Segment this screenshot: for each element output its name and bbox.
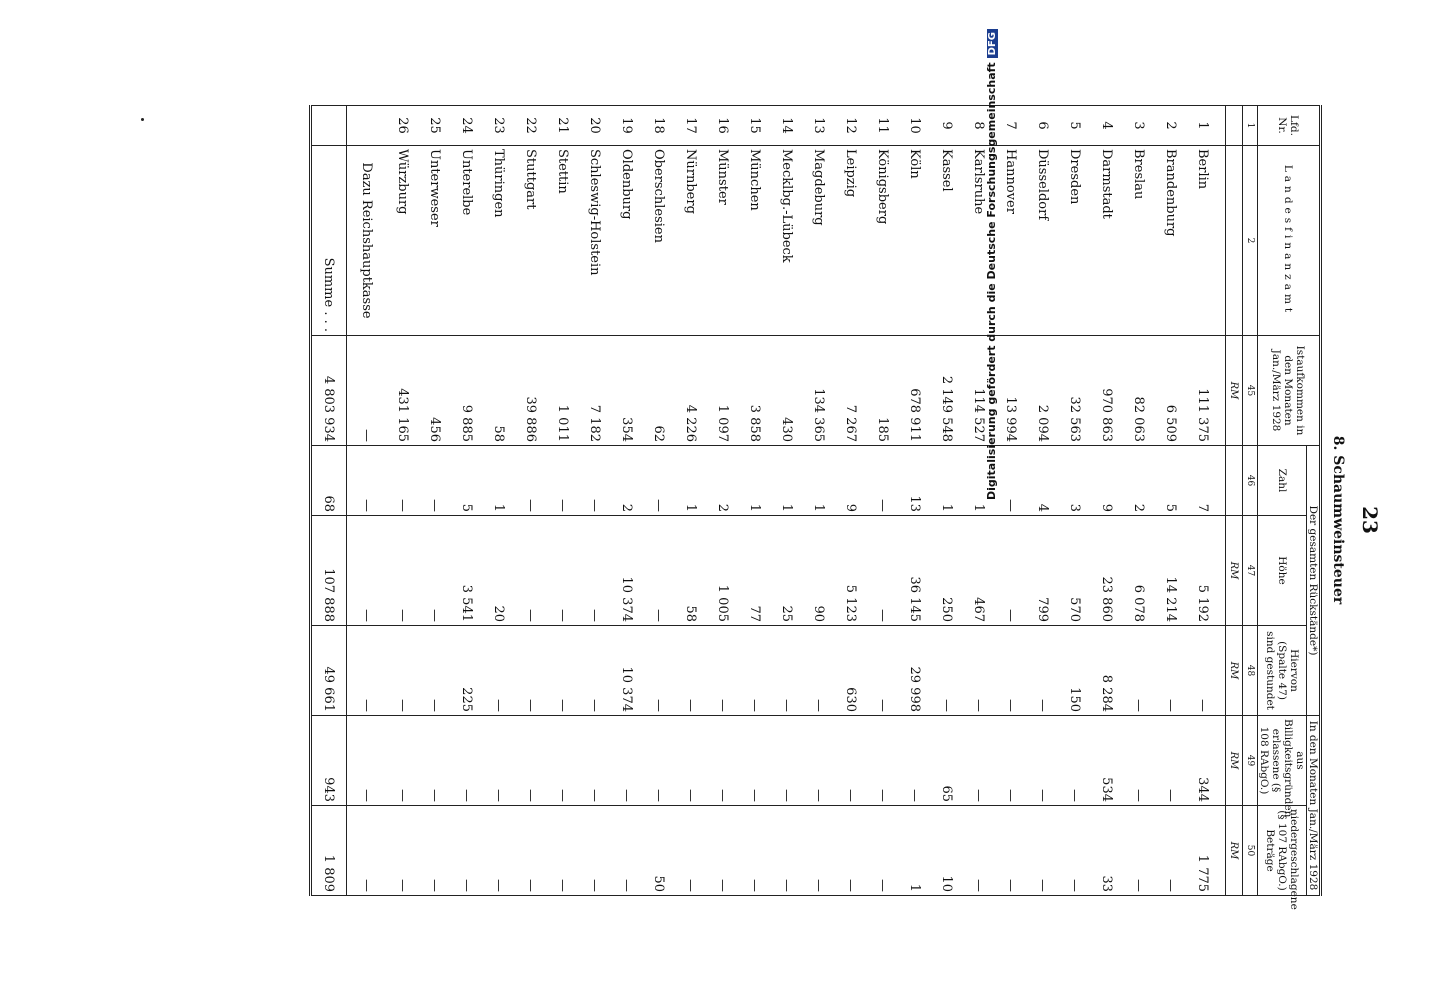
cell-zahl: 7 <box>1187 446 1226 516</box>
cell-hoehe: — <box>995 516 1027 626</box>
cell-erlassen: — <box>387 716 419 806</box>
table-row <box>611 106 643 896</box>
cell-istaufkommen: 62 <box>643 336 675 446</box>
office-name: Kassel <box>931 146 963 336</box>
table-row <box>1187 106 1226 896</box>
cell-gestundet: — <box>643 626 675 716</box>
table-row <box>835 106 867 896</box>
office-name: Brandenburg <box>1155 146 1187 336</box>
office-name: Darmstadt <box>1091 146 1123 336</box>
cell-gestundet: — <box>707 626 739 716</box>
table-row <box>451 106 483 896</box>
cell-zahl: 9 <box>1091 446 1123 516</box>
cell-niedergeschlagen: — <box>387 806 419 896</box>
office-name: Oberschlesien <box>643 146 675 336</box>
table-row <box>707 106 739 896</box>
cell-zahl: 1 <box>771 446 803 516</box>
cell-gestundet: 630 <box>835 626 867 716</box>
cell-gestundet: 49 661 <box>310 626 346 716</box>
cell-gestundet: — <box>515 626 547 716</box>
credit-text: Digitalisierung gefördert durch die Deutsche Forschungsgemeinschaft <box>985 62 998 500</box>
cell-hoehe: — <box>346 516 387 626</box>
cell-gestundet: — <box>739 626 771 716</box>
column-number: 49 <box>1242 716 1257 806</box>
unit-label: RM <box>1225 626 1242 716</box>
office-name: Hannover <box>995 146 1027 336</box>
column-number: 48 <box>1242 626 1257 716</box>
cell-niedergeschlagen: — <box>579 806 611 896</box>
row-number: 6 <box>1027 106 1059 146</box>
column-number: 47 <box>1242 516 1257 626</box>
tax-table <box>309 105 1322 910</box>
cell-hoehe: 107 888 <box>310 516 346 626</box>
office-name: Königsberg <box>867 146 899 336</box>
office-name: Münster <box>707 146 739 336</box>
table-row <box>387 106 419 896</box>
row-number: 9 <box>931 106 963 146</box>
unit-label: RM <box>1225 806 1242 896</box>
cell-niedergeschlagen: — <box>483 806 515 896</box>
office-name: Dresden <box>1059 146 1091 336</box>
cell-niedergeschlagen: — <box>515 806 547 896</box>
cell-hoehe: 77 <box>739 516 771 626</box>
row-number: 15 <box>739 106 771 146</box>
table-row <box>579 106 611 896</box>
cell-erlassen: — <box>835 716 867 806</box>
cell-niedergeschlagen: — <box>963 806 995 896</box>
cell-zahl: — <box>867 446 899 516</box>
row-number-empty <box>310 106 346 146</box>
cell-gestundet: 10 374 <box>611 626 643 716</box>
cell-zahl: 3 <box>1059 446 1091 516</box>
office-name: Berlin <box>1187 146 1226 336</box>
cell-niedergeschlagen: 10 <box>931 806 963 896</box>
cell-hoehe: — <box>515 516 547 626</box>
office-name: Schleswig-Holstein <box>579 146 611 336</box>
header-hiervon: Hiervon (Spalte 47) sind gestundet <box>1257 626 1306 716</box>
office-name: Köln <box>899 146 931 336</box>
cell-hoehe: 23 860 <box>1091 516 1123 626</box>
cell-zahl: 2 <box>1123 446 1155 516</box>
cell-zahl: 9 <box>835 446 867 516</box>
office-name: Summe . . . <box>310 146 346 336</box>
unit-label: RM <box>1225 336 1242 446</box>
cell-niedergeschlagen: — <box>995 806 1027 896</box>
cell-erlassen: — <box>451 716 483 806</box>
row-number: 20 <box>579 106 611 146</box>
cell-niedergeschlagen: — <box>1155 806 1187 896</box>
cell-istaufkommen: 4 803 934 <box>310 336 346 446</box>
header-landesfinanzamt: Landesfinanzamt <box>1257 146 1320 336</box>
table-row <box>419 106 451 896</box>
cell-erlassen: — <box>419 716 451 806</box>
office-name: Unterelbe <box>451 146 483 336</box>
cell-erlassen: — <box>1059 716 1091 806</box>
cell-zahl: — <box>387 446 419 516</box>
cell-hoehe: 20 <box>483 516 515 626</box>
row-number: 5 <box>1059 106 1091 146</box>
row-number: 24 <box>451 106 483 146</box>
cell-niedergeschlagen: — <box>835 806 867 896</box>
cell-gestundet: — <box>1027 626 1059 716</box>
cell-gestundet: — <box>579 626 611 716</box>
cell-erlassen: — <box>483 716 515 806</box>
cell-istaufkommen: 2 094 <box>1027 336 1059 446</box>
cell-erlassen: — <box>803 716 835 806</box>
cell-zahl: 1 <box>675 446 707 516</box>
cell-niedergeschlagen: 1 <box>899 806 931 896</box>
cell-zahl: 5 <box>451 446 483 516</box>
cell-niedergeschlagen: — <box>803 806 835 896</box>
cell-hoehe: 6 078 <box>1123 516 1155 626</box>
cell-istaufkommen: 1 097 <box>707 336 739 446</box>
cell-niedergeschlagen: — <box>1027 806 1059 896</box>
office-name: Stuttgart <box>515 146 547 336</box>
cell-istaufkommen: 431 165 <box>387 336 419 446</box>
unit-label: RM <box>1225 516 1242 626</box>
cell-gestundet: — <box>483 626 515 716</box>
table-row <box>643 106 675 896</box>
reichshauptkasse-row <box>346 106 387 896</box>
cell-niedergeschlagen: — <box>611 806 643 896</box>
table-row <box>1059 106 1091 896</box>
cell-istaufkommen: 58 <box>483 336 515 446</box>
table-row <box>1091 106 1123 896</box>
cell-gestundet: 8 284 <box>1091 626 1123 716</box>
column-number: 46 <box>1242 446 1257 516</box>
cell-gestundet: — <box>1155 626 1187 716</box>
cell-istaufkommen: 3 858 <box>739 336 771 446</box>
section-title: 8. Schaumweinsteuer <box>1330 435 1346 605</box>
cell-hoehe: — <box>643 516 675 626</box>
cell-erlassen: 943 <box>310 716 346 806</box>
header-zahl: Zahl <box>1257 446 1306 516</box>
cell-hoehe: — <box>867 516 899 626</box>
office-name: Breslau <box>1123 146 1155 336</box>
cell-niedergeschlagen: — <box>547 806 579 896</box>
cell-niedergeschlagen: 50 <box>643 806 675 896</box>
cell-erlassen: — <box>1123 716 1155 806</box>
header-lfd-nr: Lfd. Nr. <box>1257 106 1320 146</box>
cell-niedergeschlagen: 1 809 <box>310 806 346 896</box>
cell-erlassen: — <box>1027 716 1059 806</box>
cell-erlassen: 344 <box>1187 716 1226 806</box>
cell-istaufkommen: 134 365 <box>803 336 835 446</box>
cell-zahl: 1 <box>483 446 515 516</box>
table-row <box>771 106 803 896</box>
cell-niedergeschlagen: — <box>707 806 739 896</box>
row-number: 13 <box>803 106 835 146</box>
row-number: 14 <box>771 106 803 146</box>
column-number: 45 <box>1242 336 1257 446</box>
cell-hoehe: 5 192 <box>1187 516 1226 626</box>
column-number: 1 <box>1242 106 1257 146</box>
cell-gestundet: — <box>771 626 803 716</box>
row-number: 10 <box>899 106 931 146</box>
cell-niedergeschlagen: — <box>771 806 803 896</box>
row-number: 7 <box>995 106 1027 146</box>
cell-erlassen: — <box>1155 716 1187 806</box>
office-name: Thüringen <box>483 146 515 336</box>
cell-istaufkommen: 430 <box>771 336 803 446</box>
cell-gestundet: 29 998 <box>899 626 931 716</box>
cell-hoehe: 90 <box>803 516 835 626</box>
cell-istaufkommen: — <box>346 336 387 446</box>
cell-istaufkommen: 32 563 <box>1059 336 1091 446</box>
table-row <box>515 106 547 896</box>
cell-hoehe: — <box>579 516 611 626</box>
cell-niedergeschlagen: — <box>867 806 899 896</box>
cell-istaufkommen: 4 226 <box>675 336 707 446</box>
cell-niedergeschlagen: — <box>451 806 483 896</box>
cell-hoehe: 10 374 <box>611 516 643 626</box>
cell-erlassen: — <box>867 716 899 806</box>
cell-istaufkommen: 9 885 <box>451 336 483 446</box>
row-number: 25 <box>419 106 451 146</box>
cell-istaufkommen: 114 527 <box>963 336 995 446</box>
cell-niedergeschlagen: — <box>346 806 387 896</box>
office-name: Würzburg <box>387 146 419 336</box>
row-number: 16 <box>707 106 739 146</box>
office-name: Dazu Reichshauptkasse <box>346 146 387 336</box>
table-row <box>1123 106 1155 896</box>
column-number: 50 <box>1242 806 1257 896</box>
cell-gestundet: — <box>1187 626 1226 716</box>
cell-gestundet: — <box>931 626 963 716</box>
office-name: Oldenburg <box>611 146 643 336</box>
cell-gestundet: 150 <box>1059 626 1091 716</box>
cell-niedergeschlagen: — <box>419 806 451 896</box>
cell-zahl: — <box>346 446 387 516</box>
cell-niedergeschlagen: 1 775 <box>1187 806 1226 896</box>
cell-hoehe: 3 541 <box>451 516 483 626</box>
office-name: Leipzig <box>835 146 867 336</box>
total-row <box>310 106 346 896</box>
cell-erlassen: 534 <box>1091 716 1123 806</box>
cell-erlassen: — <box>899 716 931 806</box>
cell-istaufkommen: 39 886 <box>515 336 547 446</box>
digitization-credit <box>985 31 999 500</box>
cell-gestundet: 225 <box>451 626 483 716</box>
cell-hoehe: 570 <box>1059 516 1091 626</box>
header-group-monate: In den Monaten Jan./März 1928 <box>1306 716 1320 896</box>
cell-erlassen: — <box>346 716 387 806</box>
cell-gestundet: — <box>346 626 387 716</box>
header-hoehe: Höhe <box>1257 516 1306 626</box>
cell-istaufkommen: 7 182 <box>579 336 611 446</box>
cell-istaufkommen: 970 863 <box>1091 336 1123 446</box>
table-row <box>931 106 963 896</box>
cell-zahl: 1 <box>963 446 995 516</box>
office-name: Karlsruhe <box>963 146 995 336</box>
column-number: 2 <box>1242 146 1257 336</box>
cell-hoehe: 799 <box>1027 516 1059 626</box>
header-istaufkommen: Istaufkommen in den Monaten Jan./März 1928 <box>1257 336 1320 446</box>
cell-zahl: 13 <box>899 446 931 516</box>
cell-istaufkommen: 2 149 548 <box>931 336 963 446</box>
page-number: 23 <box>1358 506 1382 534</box>
cell-istaufkommen: 13 994 <box>995 336 1027 446</box>
cell-niedergeschlagen: 33 <box>1091 806 1123 896</box>
cell-erlassen: — <box>707 716 739 806</box>
cell-gestundet: — <box>419 626 451 716</box>
cell-gestundet: — <box>995 626 1027 716</box>
cell-erlassen: — <box>995 716 1027 806</box>
cell-hoehe: 250 <box>931 516 963 626</box>
cell-hoehe: — <box>547 516 579 626</box>
office-name: Nürnberg <box>675 146 707 336</box>
cell-erlassen: — <box>547 716 579 806</box>
row-number: 23 <box>483 106 515 146</box>
row-number: 1 <box>1187 106 1226 146</box>
cell-niedergeschlagen: — <box>1059 806 1091 896</box>
cell-zahl: — <box>419 446 451 516</box>
cell-zahl: — <box>547 446 579 516</box>
cell-zahl: — <box>643 446 675 516</box>
cell-gestundet: — <box>1123 626 1155 716</box>
row-number: 12 <box>835 106 867 146</box>
cell-gestundet: — <box>675 626 707 716</box>
cell-erlassen: — <box>515 716 547 806</box>
header-billigkeit: aus Billigkeitsgründen erlassene (§ 108 RAbgO.) <box>1257 716 1306 806</box>
row-number-empty <box>346 106 387 146</box>
cell-niedergeschlagen: — <box>1123 806 1155 896</box>
dfg-logo: DFG <box>987 29 998 58</box>
table-row <box>547 106 579 896</box>
cell-niedergeschlagen: — <box>675 806 707 896</box>
cell-zahl: 1 <box>739 446 771 516</box>
cell-zahl: 68 <box>310 446 346 516</box>
table-row <box>803 106 835 896</box>
cell-istaufkommen: 7 267 <box>835 336 867 446</box>
row-number: 21 <box>547 106 579 146</box>
cell-niedergeschlagen: — <box>739 806 771 896</box>
cell-istaufkommen: 678 911 <box>899 336 931 446</box>
row-number: 18 <box>643 106 675 146</box>
office-name: Unterweser <box>419 146 451 336</box>
row-number: 2 <box>1155 106 1187 146</box>
row-number: 4 <box>1091 106 1123 146</box>
cell-hoehe: 14 214 <box>1155 516 1187 626</box>
cell-zahl: 2 <box>611 446 643 516</box>
cell-erlassen: — <box>579 716 611 806</box>
table-row <box>995 106 1027 896</box>
cell-hoehe: 25 <box>771 516 803 626</box>
cell-istaufkommen: 82 063 <box>1123 336 1155 446</box>
cell-istaufkommen: 1 011 <box>547 336 579 446</box>
office-name: Mecklbg.-Lübeck <box>771 146 803 336</box>
cell-zahl: — <box>995 446 1027 516</box>
header-group-rueckstaende: Der gesamten Rückstände*) <box>1306 446 1320 716</box>
cell-istaufkommen: 111 375 <box>1187 336 1226 446</box>
row-number: 19 <box>611 106 643 146</box>
header-niedergeschlagen: niedergeschlagene (§ 107 RAbgO.) Beträge <box>1257 806 1306 896</box>
cell-gestundet: — <box>867 626 899 716</box>
cell-zahl: 5 <box>1155 446 1187 516</box>
cell-hoehe: 58 <box>675 516 707 626</box>
row-number: 8 <box>963 106 995 146</box>
cell-istaufkommen: 185 <box>867 336 899 446</box>
cell-hoehe: 5 123 <box>835 516 867 626</box>
table-body <box>310 106 1225 896</box>
cell-zahl: 2 <box>707 446 739 516</box>
row-number: 22 <box>515 106 547 146</box>
table-row <box>675 106 707 896</box>
cell-erlassen: 65 <box>931 716 963 806</box>
cell-hoehe: 36 145 <box>899 516 931 626</box>
cell-zahl: 1 <box>931 446 963 516</box>
cell-erlassen: — <box>643 716 675 806</box>
row-number: 26 <box>387 106 419 146</box>
cell-erlassen: — <box>739 716 771 806</box>
cell-gestundet: — <box>803 626 835 716</box>
office-name: Düsseldorf <box>1027 146 1059 336</box>
cell-hoehe: — <box>387 516 419 626</box>
table-row <box>867 106 899 896</box>
row-number: 11 <box>867 106 899 146</box>
cell-gestundet: — <box>963 626 995 716</box>
office-name: Stettin <box>547 146 579 336</box>
unit-label: RM <box>1225 716 1242 806</box>
cell-erlassen: — <box>611 716 643 806</box>
cell-istaufkommen: 456 <box>419 336 451 446</box>
table-row <box>899 106 931 896</box>
cell-istaufkommen: 354 <box>611 336 643 446</box>
table-row <box>1027 106 1059 896</box>
cell-hoehe: — <box>419 516 451 626</box>
cell-hoehe: 1 005 <box>707 516 739 626</box>
cell-erlassen: — <box>675 716 707 806</box>
cell-hoehe: 467 <box>963 516 995 626</box>
cell-gestundet: — <box>387 626 419 716</box>
cell-zahl: 1 <box>803 446 835 516</box>
cell-istaufkommen: 6 509 <box>1155 336 1187 446</box>
office-name: München <box>739 146 771 336</box>
cell-zahl: 4 <box>1027 446 1059 516</box>
row-number: 17 <box>675 106 707 146</box>
table-row <box>739 106 771 896</box>
cell-erlassen: — <box>771 716 803 806</box>
cell-zahl: — <box>515 446 547 516</box>
office-name: Magdeburg <box>803 146 835 336</box>
table-row <box>483 106 515 896</box>
table-row <box>1155 106 1187 896</box>
print-speck <box>141 118 144 121</box>
cell-zahl: — <box>579 446 611 516</box>
cell-erlassen: — <box>963 716 995 806</box>
cell-gestundet: — <box>547 626 579 716</box>
row-number: 3 <box>1123 106 1155 146</box>
